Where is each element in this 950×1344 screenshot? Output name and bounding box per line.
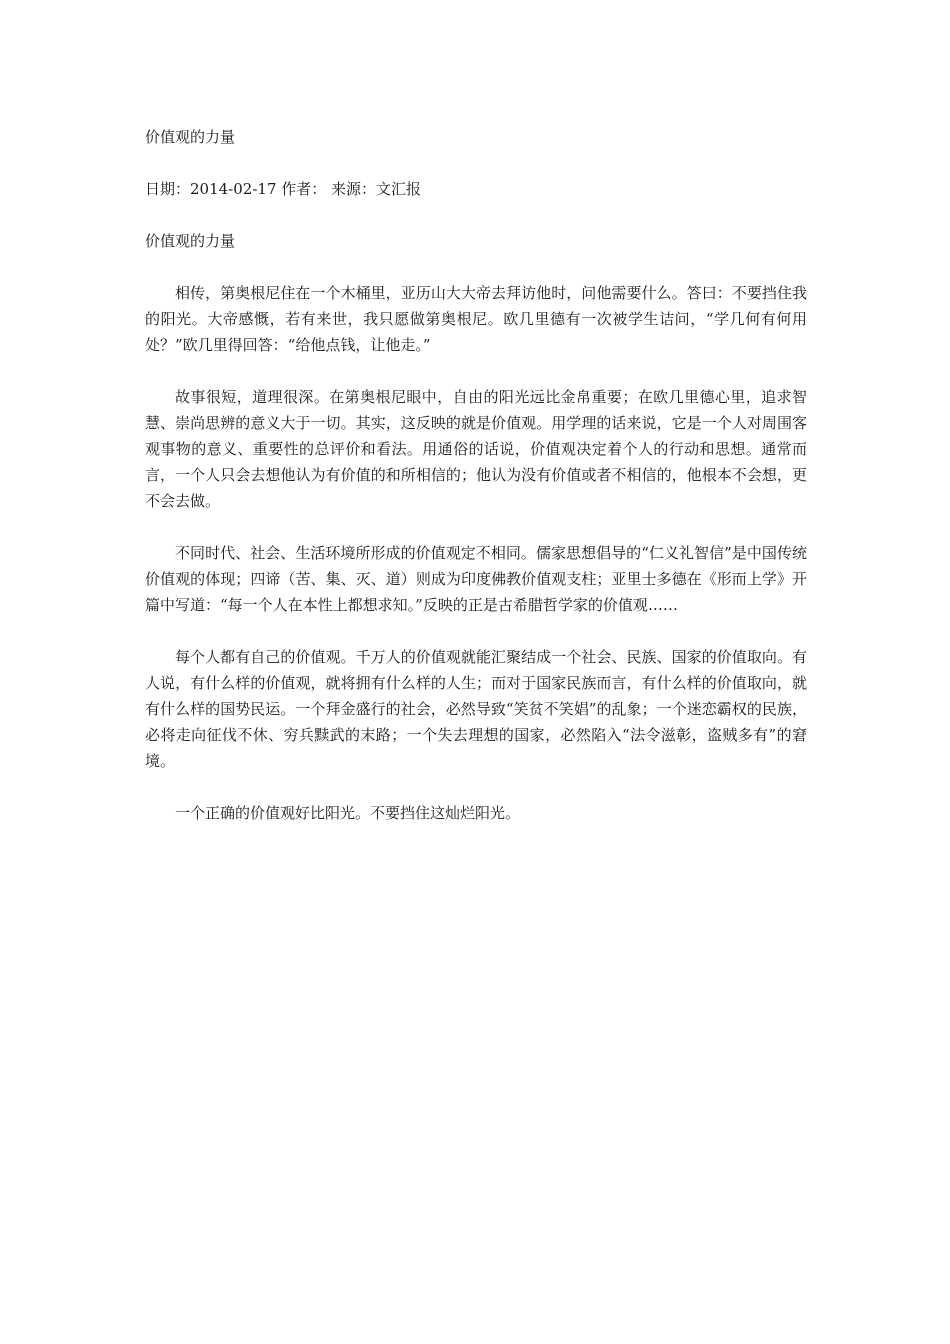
paragraph-5: 一个正确的价值观好比阳光。不要挡住这灿烂阳光。 xyxy=(175,804,521,822)
document-title: 价值观的力量 xyxy=(145,128,236,146)
paragraph-2: 故事很短，道理很深。在第奥根尼眼中，自由的阳光远比金帛重要；在欧几里德心里，追求智慧、崇尚思辨的意义大于一切。其实，这反映的就是价值观。用学理的话来说，它是一个人对周围客观事物的意义、重要性的总评价和看法。用通俗的话说，价值观决定着个人的行动和思想。通常而言，一个人只会去想他认为有价值的和所相信的；他认为没有价值或者不相信的，他根本不会想，更不会去做。 xyxy=(145,388,807,510)
document-meta: 日期：2014-02-17 作者： 来源：文汇报 xyxy=(145,180,422,198)
document-subtitle: 价值观的力量 xyxy=(145,232,236,250)
document-page xyxy=(145,124,807,852)
paragraph-4: 每个人都有自己的价值观。千万人的价值观就能汇聚结成一个社会、民族、国家的价值取向。有人说，有什么样的价值观，就将拥有什么样的人生；而对于国家民族而言，有什么样的价值取向，就有什么样的国势民运。一个拜金盛行的社会，必然导致“笑贫不笑娼”的乱象；一个迷恋霸权的民族，必将走向征伐不休、穷兵黩武的末路；一个失去理想的国家，必然陷入“法令滋彰，盗贼多有”的窘境。 xyxy=(145,648,807,770)
paragraph-1: 相传，第奥根尼住在一个木桶里，亚历山大大帝去拜访他时，问他需要什么。答曰：不要挡住我的阳光。大帝感慨，若有来世，我只愿做第奥根尼。欧几里德有一次被学生诘问，“学几何有何用处？”欧几里得回答：“给他点钱，让他走。” xyxy=(145,284,807,354)
paragraph-3: 不同时代、社会、生活环境所形成的价值观定不相同。儒家思想倡导的“仁义礼智信”是中国传统价值观的体现；四谛（苦、集、灭、道）则成为印度佛教价值观支柱；亚里士多德在《形而上学》开篇中写道：“每一个人在本性上都想求知。”反映的正是古希腊哲学家的价值观…… xyxy=(145,544,807,614)
